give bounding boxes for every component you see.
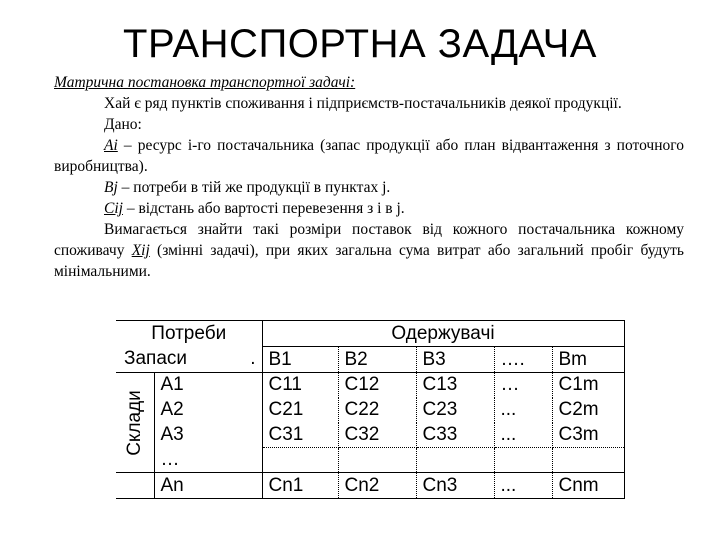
row-label: A2	[154, 398, 262, 423]
cost-cell: …	[494, 373, 552, 398]
given-ai: Ai – ресурс i-го постачальника (запас продукції або план відвантаження з поточного виробництва).	[54, 137, 684, 175]
cost-cell: C2m	[552, 398, 624, 423]
cost-cell: Cn1	[262, 473, 338, 499]
cost-cell	[416, 448, 494, 473]
row-label: …	[154, 448, 262, 473]
cost-cell: C21	[262, 398, 338, 423]
cost-cell: C3m	[552, 423, 624, 448]
cost-cell: C33	[416, 423, 494, 448]
cost-cell	[494, 448, 552, 473]
header-cell: B2	[338, 347, 416, 373]
statement-heading: Матрична постановка транспортної задачі:	[54, 74, 356, 91]
transport-matrix	[116, 320, 625, 499]
cost-cell: C22	[338, 398, 416, 423]
warehouses-spacer	[116, 473, 154, 499]
cost-cell: Cnm	[552, 473, 624, 499]
needs-label: Потреби	[116, 321, 262, 347]
cost-cell: C13	[416, 373, 494, 398]
header-cell: ….	[494, 347, 552, 373]
cost-cell: C11	[262, 373, 338, 398]
cost-cell: C12	[338, 373, 416, 398]
cost-cell	[338, 448, 416, 473]
cost-cell	[552, 448, 624, 473]
supplies-label: Запаси .	[116, 347, 262, 373]
given-bj: Bj – потреби в тій же продукції в пунктах j.	[104, 179, 391, 196]
cost-cell: ...	[494, 473, 552, 499]
cost-cell: C23	[416, 398, 494, 423]
cost-cell: ...	[494, 398, 552, 423]
recipients-label: Одержувачі	[262, 321, 624, 347]
cost-cell: Cn2	[338, 473, 416, 499]
header-cell: Bm	[552, 347, 624, 373]
statement-paragraph-1: Хай є ряд пунктів споживання і підприємств-постачальників деякої продукції.	[104, 95, 622, 112]
warehouses-label: Склади	[116, 373, 154, 473]
slide-title: ТРАНСПОРТНА ЗАДАЧА	[123, 22, 597, 66]
problem-statement	[54, 72, 684, 282]
cost-cell: Cn3	[416, 473, 494, 499]
row-label: An	[154, 473, 262, 499]
given-label: Дано:	[104, 116, 142, 133]
statement-paragraph-2: Вимагається знайти такі розміри поставок від кожного постачальника кожному споживачу Xij (змінні задачі), при яких загальна сума витрат або загальний пробіг будуть мінімальними.	[54, 221, 684, 280]
cost-cell: C31	[262, 423, 338, 448]
cost-cell	[262, 448, 338, 473]
row-label: A1	[154, 373, 262, 398]
cost-cell: C32	[338, 423, 416, 448]
header-cell: B1	[262, 347, 338, 373]
given-cij: Cij – відстань або вартості перевезення з i в j.	[104, 200, 405, 217]
header-cell: B3	[416, 347, 494, 373]
row-label: A3	[154, 423, 262, 448]
cost-cell: ...	[494, 423, 552, 448]
cost-cell: C1m	[552, 373, 624, 398]
